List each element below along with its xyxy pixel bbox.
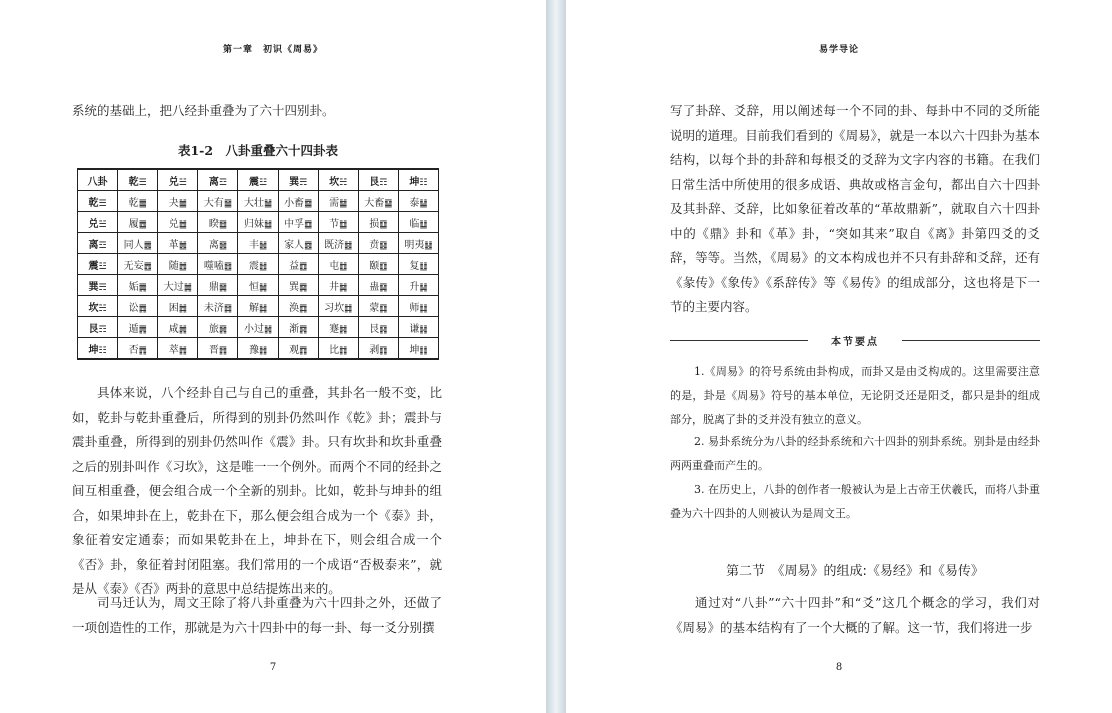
trigram-symbol: ☶ [379, 177, 388, 188]
hexagram-symbol: ䷖ [379, 345, 388, 356]
cell-name: 革 [168, 239, 179, 251]
trigram-symbol: ☲ [218, 177, 227, 188]
hexagram-cell [278, 212, 318, 233]
cell-name: 涣 [289, 302, 300, 314]
hexagram-symbol: ䷑ [379, 282, 388, 293]
cell-name: 师 [409, 302, 420, 314]
cell-name: 遁 [128, 323, 139, 335]
hexagram-symbol: ䷱ [218, 282, 227, 293]
hexagram-symbol: ䷴ [299, 324, 308, 335]
hexagram-cell [158, 212, 198, 233]
cell-name: 贲 [369, 239, 380, 251]
trigram-symbol: ☰ [138, 177, 147, 188]
hexagram-cell [278, 191, 318, 212]
hexagram-symbol: ䷰ [178, 240, 187, 251]
hexagram-symbol: ䷁ [419, 345, 428, 356]
hexagram-symbol: ䷇ [339, 345, 348, 356]
hexagram-cell [238, 317, 278, 338]
hexagram-symbol: ䷮ [178, 303, 187, 314]
hexagram-cell [358, 338, 398, 360]
hexagram-cell [278, 338, 318, 360]
hexagram-symbol: ䷐ [178, 261, 187, 272]
hexagram-symbol: ䷆ [419, 303, 428, 314]
hexagram-cell [118, 317, 158, 338]
cell-name: 乾 [128, 176, 139, 188]
table-caption: 表1-2 八卦重叠六十四卦表 [177, 143, 339, 158]
hexagram-cell [198, 191, 238, 212]
hexagram-cell [278, 296, 318, 317]
hexagram-symbol: ䷳ [379, 324, 388, 335]
hexagram-symbol: ䷘ [143, 261, 152, 272]
cell-name: 渐 [289, 323, 300, 335]
hexagram-cell [198, 212, 238, 233]
cell-name: 需 [329, 197, 340, 209]
table-row [78, 296, 439, 317]
table-row [78, 191, 439, 212]
cell-name: 蒙 [369, 302, 380, 314]
trigram-symbol: ☵ [98, 303, 107, 314]
body-paragraph: 通过对“八卦”“六十四卦”和“爻”这几个概念的学习，我们对《周易》的基本结构有了一个大概的了解。这一节，我们将进一步 [670, 595, 1040, 635]
hexagram-cell [238, 233, 278, 254]
hexagram-symbol: ䷲ [258, 261, 268, 272]
trigram-header-cell [118, 169, 158, 191]
hexagram-symbol: ䷣ [424, 240, 433, 251]
cell-name: 坤 [88, 344, 99, 356]
hexagram-symbol: ䷽ [263, 324, 273, 335]
hexagram-cell [398, 191, 438, 212]
hexagram-symbol: ䷤ [304, 240, 313, 251]
hexagram-cell [118, 191, 158, 212]
cell-name: 豫 [248, 344, 259, 356]
cell-name: 屯 [329, 260, 340, 272]
hexagram-cell [398, 254, 438, 275]
hexagram-cell [318, 317, 358, 338]
cell-name: 晋 [208, 344, 219, 356]
hexagram-symbol: ䷥ [218, 219, 227, 230]
cell-name: 复 [409, 260, 420, 272]
cell-name: 恒 [248, 281, 259, 293]
hexagram-symbol: ䷛ [183, 282, 192, 293]
hexagram-cell [318, 212, 358, 233]
cell-name: 兑 [88, 218, 99, 230]
table-row [78, 275, 439, 296]
hexagram-symbol: ䷌ [143, 240, 152, 251]
page-gutter [546, 0, 566, 713]
cell-name: 比 [329, 344, 340, 356]
hexagram-symbol: ䷉ [138, 219, 147, 230]
trigram-symbol: ☷ [419, 177, 428, 188]
trigram-header-cell [198, 169, 238, 191]
hexagram-cell [318, 191, 358, 212]
hexagram-symbol: ䷵ [263, 219, 273, 230]
hexagram-symbol: ䷗ [419, 261, 428, 272]
hexagram-cell [238, 296, 278, 317]
cell-name: 履 [128, 218, 139, 230]
trigram-header-cell [398, 169, 438, 191]
hexagram-cell [278, 254, 318, 275]
trigram-header-cell [78, 296, 118, 317]
summary-title: 本节要点 [831, 337, 879, 348]
table-row [78, 317, 439, 338]
hexagram-cell [158, 233, 198, 254]
hexagram-symbol: ䷒ [419, 219, 428, 230]
hexagram-symbol: ䷻ [339, 219, 348, 230]
summary-item: 2. 易卦系统分为八卦的经卦系统和六十四卦的别卦系统。别卦是由经卦两两重叠而产生的。 [670, 435, 1040, 472]
hexagram-cell [398, 338, 438, 360]
cell-name: 艮 [88, 323, 99, 335]
hexagram-cell [318, 296, 358, 317]
hexagram-cell [118, 296, 158, 317]
trigram-header-cell [358, 169, 398, 191]
trigram-symbol: ☱ [98, 219, 107, 230]
hexagram-symbol: ䷿ [223, 303, 232, 314]
hexagram-symbol: ䷏ [258, 345, 268, 356]
running-head: 第一章 初识《周易》 [222, 45, 323, 55]
trigram-header-cell [78, 338, 118, 360]
hexagram-cell [278, 317, 318, 338]
hexagram-cell [198, 254, 238, 275]
hexagram-symbol: ䷋ [138, 345, 147, 356]
left-page [0, 0, 546, 713]
cell-name: 兑 [168, 176, 179, 188]
hexagram-cell [118, 233, 158, 254]
hexagram-symbol: ䷷ [218, 324, 227, 335]
hexagram-cell [118, 254, 158, 275]
hexagram-cell [118, 275, 158, 296]
hexagram-cell [198, 338, 238, 360]
hexagram-cell [238, 212, 278, 233]
hexagram-symbol: ䷃ [379, 303, 388, 314]
cell-name: 大壮 [243, 197, 264, 209]
cell-name: 否 [128, 344, 139, 356]
body-paragraph: 司马迁认为，周文王除了将八卦重叠为六十四卦之外，还做了一项创造性的工作，那就是为六十四卦中的每一卦、每一爻分别撰 [72, 595, 442, 635]
cell-name: 坤 [409, 176, 420, 188]
trigram-header-cell [78, 191, 118, 212]
hexagram-cell [278, 275, 318, 296]
hexagram-cell [198, 296, 238, 317]
hexagram-cell [238, 254, 278, 275]
hexagram-symbol: ䷕ [379, 240, 388, 251]
trigram-header-cell [78, 169, 118, 191]
trigram-header-cell [158, 169, 198, 191]
cell-name: 小过 [243, 323, 264, 335]
hexagram-cell [318, 233, 358, 254]
hexagram-symbol: ䷍ [223, 198, 232, 209]
hexagram-symbol: ䷞ [178, 324, 187, 335]
cell-name: 损 [369, 218, 380, 230]
trigram-symbol: ☴ [299, 177, 308, 188]
cell-name: 临 [409, 218, 420, 230]
hexagram-cell [358, 212, 398, 233]
table-row [78, 212, 439, 233]
cell-name: 乾 [128, 197, 139, 209]
hexagram-symbol: ䷧ [258, 303, 268, 314]
hexagram-symbol: ䷀ [138, 198, 147, 209]
hexagram-cell [318, 254, 358, 275]
hexagram-symbol: ䷙ [384, 198, 393, 209]
trigram-header-cell [78, 254, 118, 275]
cell-name: 大有 [203, 197, 224, 209]
trigram-symbol: ☶ [98, 324, 107, 335]
hexagram-symbol: ䷬ [178, 345, 187, 356]
hexagram-symbol: ䷠ [138, 324, 147, 335]
trigram-symbol: ☷ [98, 345, 107, 356]
cell-name: 艮 [369, 176, 380, 188]
trigram-symbol: ☳ [258, 177, 268, 188]
cell-name: 节 [329, 218, 340, 230]
trigram-header-cell [78, 212, 118, 233]
hexagram-cell [358, 317, 398, 338]
trigram-header-cell [238, 169, 278, 191]
cell-name: 井 [329, 281, 340, 293]
hexagram-symbol: ䷼ [304, 219, 313, 230]
hexagram-cell [158, 191, 198, 212]
cell-name: 巽 [289, 176, 300, 188]
hexagram-symbol: ䷢ [218, 345, 227, 356]
hexagram-symbol: ䷔ [223, 261, 232, 272]
cell-name: 睽 [208, 218, 219, 230]
body-paragraph: 写了卦辞、爻辞，用以阐述每一个不同的卦、每卦中不同的爻所能说明的道理。目前我们看到的《周易》，就是一本以六十四卦为基本结构，以每个卦的卦辞和每根爻的爻辞为文字内容的书籍。在我们日常生活中所使用的很多成语、典故或格言金句，都出自六十四卦及其卦辞、爻辞，比如象征着改革的“革故鼎新”，就取自六十四卦中的《鼎》卦和《革》卦，“突如其来”取自《离》卦第四爻的爻辞，等等。当然，《周易》的文本构成也并不只有卦辞和爻辞，还有《彖传》《象传》《系辞传》等《易传》的组成部分，这也将是下一节的主要内容。 [670, 103, 1040, 314]
trigram-symbol: ☰ [98, 198, 107, 209]
hexagram-symbol: ䷫ [138, 282, 147, 293]
cell-name: 坎 [88, 302, 99, 314]
cell-name: 坤 [409, 344, 420, 356]
cell-name: 观 [289, 344, 300, 356]
hexagram-cell [358, 254, 398, 275]
hexagram-cell [238, 275, 278, 296]
cell-name: 咸 [168, 323, 179, 335]
cell-name: 家人 [284, 239, 305, 251]
hexagram-symbol: ䷩ [299, 261, 308, 272]
cell-name: 蛊 [369, 281, 380, 293]
trigram-header-cell [278, 169, 318, 191]
hexagram-cell [358, 233, 398, 254]
cell-name: 中孚 [284, 218, 305, 230]
hexagram-symbol: ䷎ [419, 324, 428, 335]
intro-line: 系统的基础上，把八经卦重叠为了六十四别卦。 [72, 103, 335, 118]
cell-name: 夬 [168, 197, 179, 209]
cell-name: 震 [88, 260, 99, 272]
hexagram-cell [238, 191, 278, 212]
cell-name: 明夷 [404, 239, 425, 251]
hexagram-symbol: ䷜ [344, 303, 353, 314]
hexagram-cell [398, 317, 438, 338]
hexagram-symbol: ䷭ [419, 282, 428, 293]
cell-name: 归妹 [243, 218, 264, 230]
hexagram-symbol: ䷟ [258, 282, 268, 293]
hexagram-cell [238, 338, 278, 360]
hexagram-symbol: ䷝ [218, 240, 227, 251]
trigram-header-cell [78, 233, 118, 254]
cell-name: 离 [88, 239, 99, 251]
hexagram-cell [198, 317, 238, 338]
cell-name: 巽 [289, 281, 300, 293]
hexagram-cell [158, 254, 198, 275]
cell-name: 蹇 [329, 323, 340, 335]
cell-name: 随 [168, 260, 179, 272]
cell-name: 鼎 [208, 281, 219, 293]
section-heading: 第二节 《周易》的组成:《易经》和《易传》 [726, 564, 984, 579]
hexagram-symbol: ䷦ [339, 324, 348, 335]
cell-name: 巽 [88, 281, 99, 293]
hexagram-cell [118, 212, 158, 233]
trigram-header-cell [78, 275, 118, 296]
hexagram-symbol: ䷅ [138, 303, 147, 314]
hexagram-symbol: ䷯ [339, 282, 348, 293]
hexagram-cell [318, 338, 358, 360]
page-number: 7 [269, 662, 277, 673]
hexagram-symbol: ䷂ [339, 261, 348, 272]
hexagram-cell [198, 233, 238, 254]
hexagram-cell [278, 233, 318, 254]
cell-name: 大过 [163, 281, 184, 293]
hexagram-cell [318, 275, 358, 296]
hexagram-table [77, 168, 439, 360]
hexagram-cell [158, 338, 198, 360]
cell-name: 颐 [369, 260, 380, 272]
cell-name: 噬嗑 [203, 260, 224, 272]
hexagram-cell [398, 212, 438, 233]
hexagram-symbol: ䷪ [178, 198, 187, 209]
cell-name: 习坎 [324, 302, 345, 314]
summary-item: 3. 在历史上，八卦的创作者一般被认为是上古帝王伏羲氏，而将八卦重叠为六十四卦的人则被认为是周文王。 [670, 483, 1040, 520]
hexagram-cell [158, 317, 198, 338]
cell-name: 离 [208, 239, 219, 251]
hexagram-cell [398, 275, 438, 296]
trigram-header-cell [78, 317, 118, 338]
cell-name: 离 [208, 176, 219, 188]
trigram-header-cell [318, 169, 358, 191]
hexagram-cell [398, 233, 438, 254]
body-paragraph: 具体来说，八个经卦自己与自己的重叠，其卦名一般不变，比如，乾卦与乾卦重叠后，所得到的别卦仍然叫作《乾》卦；震卦与震卦重叠，所得到的别卦仍然叫作《震》卦。只有坎卦和坎卦重叠之后的别卦叫作《习坎》，这是唯一一个例外。而两个不同的经卦之间互相重叠，便会组合成一个全新的别卦。比如，乾卦与坤卦的组合，如果坤卦在上，乾卦在下，那么便会组合成为一个《泰》卦，象征着安定通泰；而如果乾卦在上，坤卦在下，则会组合成一个《否》卦，象征着封闭阻塞。我们常用的一个成语“否极泰来”，就是从《泰》《否》两卦的意思中总结提炼出来的。 [72, 385, 442, 596]
cell-name: 艮 [369, 323, 380, 335]
trigram-symbol: ☵ [339, 177, 348, 188]
cell-name: 困 [168, 302, 179, 314]
hexagram-symbol: ䷊ [419, 198, 428, 209]
hexagram-symbol: ䷈ [304, 198, 313, 209]
summary-item: 1.《周易》的符号系统由卦构成，而卦又是由爻构成的。这里需要注意的是，卦是《周易》符号的基本单位，无论阴爻还是阳爻，都只是卦的组成部分，脱离了卦的爻并没有独立的意义。 [670, 365, 1040, 426]
cell-name: 乾 [88, 197, 99, 209]
cell-name: 大畜 [364, 197, 385, 209]
hexagram-symbol: ䷨ [379, 219, 388, 230]
hexagram-cell [198, 275, 238, 296]
cell-name: 谦 [409, 323, 420, 335]
hexagram-symbol: ䷄ [339, 198, 348, 209]
cell-name: 震 [248, 260, 259, 272]
cell-name: 小畜 [284, 197, 305, 209]
hexagram-cell [118, 338, 158, 360]
cell-name: 萃 [168, 344, 179, 356]
page-number: 8 [835, 662, 843, 673]
table-row [78, 254, 439, 275]
cell-name: 同人 [123, 239, 144, 251]
cell-name: 旅 [208, 323, 219, 335]
cell-name: 解 [248, 302, 259, 314]
cell-name: 泰 [409, 197, 420, 209]
trigram-symbol: ☲ [98, 240, 107, 251]
cell-name: 益 [289, 260, 300, 272]
hexagram-symbol: ䷚ [379, 261, 388, 272]
hexagram-cell [358, 275, 398, 296]
hexagram-cell [158, 275, 198, 296]
hexagram-symbol: ䷸ [299, 282, 308, 293]
trigram-symbol: ☳ [98, 261, 107, 272]
hexagram-symbol: ䷡ [263, 198, 273, 209]
table-row [78, 338, 439, 360]
hexagram-cell [358, 296, 398, 317]
hexagram-symbol: ䷶ [258, 240, 268, 251]
trigram-symbol: ☴ [98, 282, 107, 293]
hexagram-cell [358, 191, 398, 212]
cell-name: 兑 [168, 218, 179, 230]
cell-name: 剥 [369, 344, 380, 356]
cell-name: 丰 [248, 239, 259, 251]
table-header-row [78, 169, 439, 191]
hexagram-cell [398, 296, 438, 317]
hexagram-symbol: ䷹ [178, 219, 187, 230]
cell-name: 姤 [128, 281, 139, 293]
hexagram-symbol: ䷓ [299, 345, 308, 356]
hexagram-symbol: ䷺ [299, 303, 308, 314]
trigram-symbol: ☱ [178, 177, 187, 188]
cell-name: 讼 [128, 302, 139, 314]
cell-name: 升 [409, 281, 420, 293]
cell-name: 无妄 [123, 260, 144, 272]
hexagram-symbol: ䷾ [344, 240, 353, 251]
cell-name: 八卦 [87, 176, 108, 188]
cell-name: 震 [248, 176, 259, 188]
running-head: 易学导论 [818, 45, 859, 55]
cell-name: 坎 [329, 176, 340, 188]
table-row [78, 233, 439, 254]
cell-name: 未济 [203, 302, 224, 314]
hexagram-cell [158, 296, 198, 317]
cell-name: 既济 [324, 239, 345, 251]
